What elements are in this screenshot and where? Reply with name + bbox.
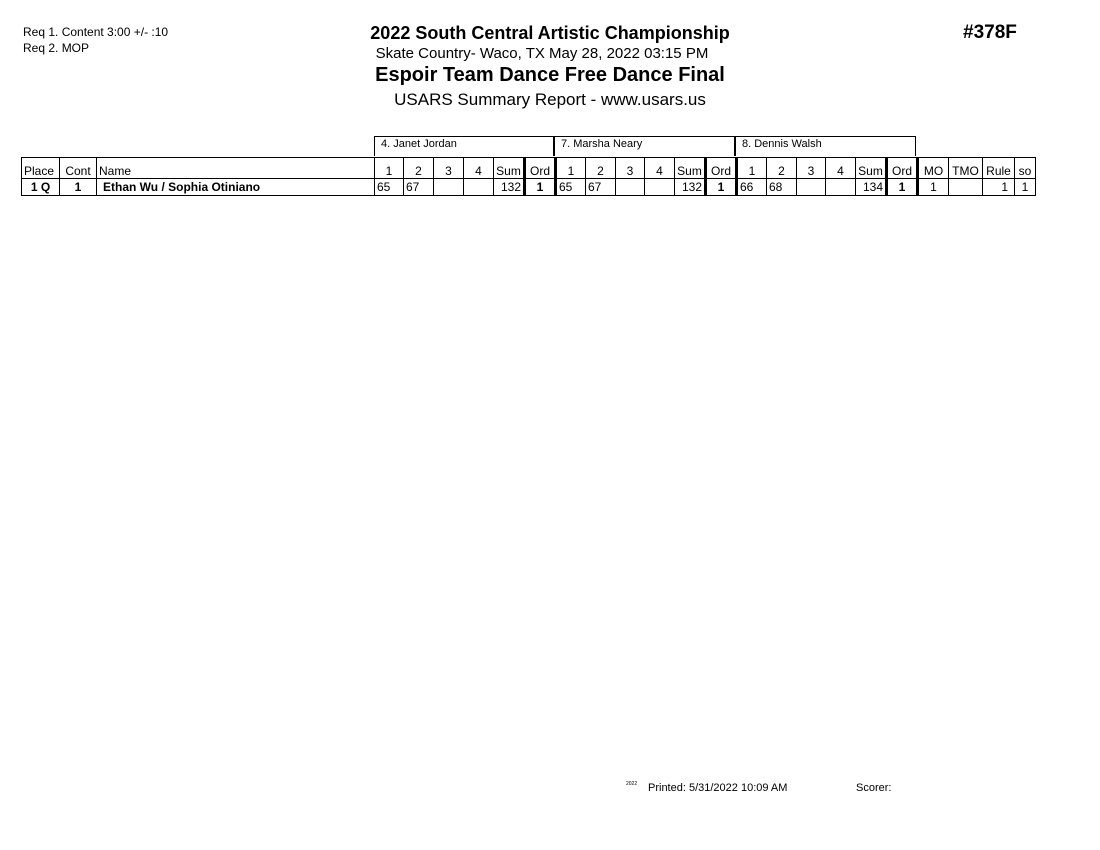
col-score-3: 3 [797, 158, 826, 179]
judge1-score-1: 65 [375, 179, 404, 196]
judge-header-3 [735, 136, 916, 156]
venue-date: Skate Country- Waco, TX May 28, 2022 03:15 PM [375, 45, 709, 62]
col-sum: Sum [856, 158, 887, 179]
judge2-score-4 [645, 179, 675, 196]
judge1-score-4 [464, 179, 494, 196]
col-place: Place [22, 158, 60, 179]
judge1-score-2: 67 [404, 179, 434, 196]
col-ord: Ord [887, 158, 918, 179]
col-ord: Ord [706, 158, 737, 179]
judge3-score-4 [826, 179, 856, 196]
table-row [22, 179, 1036, 196]
event-title: Espoir Team Dance Free Dance Final [375, 64, 725, 86]
col-score-4: 4 [826, 158, 856, 179]
judge3-score-3 [797, 179, 826, 196]
col-rule: Rule [983, 158, 1015, 179]
col-score-4: 4 [464, 158, 494, 179]
judge3-sum: 134 [856, 179, 887, 196]
judge2-score-2: 67 [586, 179, 616, 196]
col-mo: MO [918, 158, 949, 179]
col-score-1: 1 [737, 158, 767, 179]
col-sum: Sum [675, 158, 706, 179]
col-tmo: TMO [949, 158, 983, 179]
skater-name-cell: Ethan Wu / Sophia Otiniano [97, 179, 375, 196]
cont-cell: 1 [60, 179, 97, 196]
table-header-row [22, 158, 1036, 179]
col-name: Name [97, 158, 375, 179]
event-code: #378F [963, 22, 1017, 43]
col-score-1: 1 [556, 158, 586, 179]
judge-name: 8. Dennis Walsh [742, 138, 822, 150]
col-score-1: 1 [375, 158, 404, 179]
results-table [21, 157, 1036, 196]
judge-header-2 [554, 136, 735, 156]
tmo-cell [949, 179, 983, 196]
col-score-2: 2 [586, 158, 616, 179]
judge3-ord: 1 [887, 179, 918, 196]
judge-name: 4. Janet Jordan [381, 138, 457, 150]
col-ord: Ord [525, 158, 556, 179]
judge2-sum: 132 [675, 179, 706, 196]
mo-cell: 1 [918, 179, 949, 196]
col-sum: Sum [494, 158, 525, 179]
col-score-4: 4 [645, 158, 675, 179]
col-so: so [1015, 158, 1036, 179]
judge1-ord: 1 [525, 179, 556, 196]
judge2-ord: 1 [706, 179, 737, 196]
judge3-score-2: 68 [767, 179, 797, 196]
judge3-score-1: 66 [737, 179, 767, 196]
col-score-3: 3 [616, 158, 645, 179]
requirement-1: Req 1. Content 3:00 +/- :10 [23, 25, 169, 39]
report-title: USARS Summary Report - www.usars.us [394, 90, 706, 109]
col-cont: Cont [60, 158, 97, 179]
so-cell: 1 [1015, 179, 1036, 196]
footer-code: 2022 [626, 781, 638, 787]
rule-cell: 1 [983, 179, 1015, 196]
printed-timestamp: Printed: 5/31/2022 10:09 AM [648, 782, 788, 794]
place-cell: 1 Q [22, 179, 60, 196]
judge1-score-3 [434, 179, 464, 196]
judge2-score-1: 65 [556, 179, 586, 196]
judge-name: 7. Marsha Neary [561, 138, 643, 150]
judge1-sum: 132 [494, 179, 525, 196]
requirement-2: Req 2. MOP [23, 41, 90, 55]
competition-title: 2022 South Central Artistic Championship [370, 23, 730, 43]
judge2-score-3 [616, 179, 645, 196]
scorer-label: Scorer: [856, 782, 892, 794]
col-score-2: 2 [767, 158, 797, 179]
col-score-2: 2 [404, 158, 434, 179]
col-score-3: 3 [434, 158, 464, 179]
judge-header-1 [374, 136, 554, 156]
